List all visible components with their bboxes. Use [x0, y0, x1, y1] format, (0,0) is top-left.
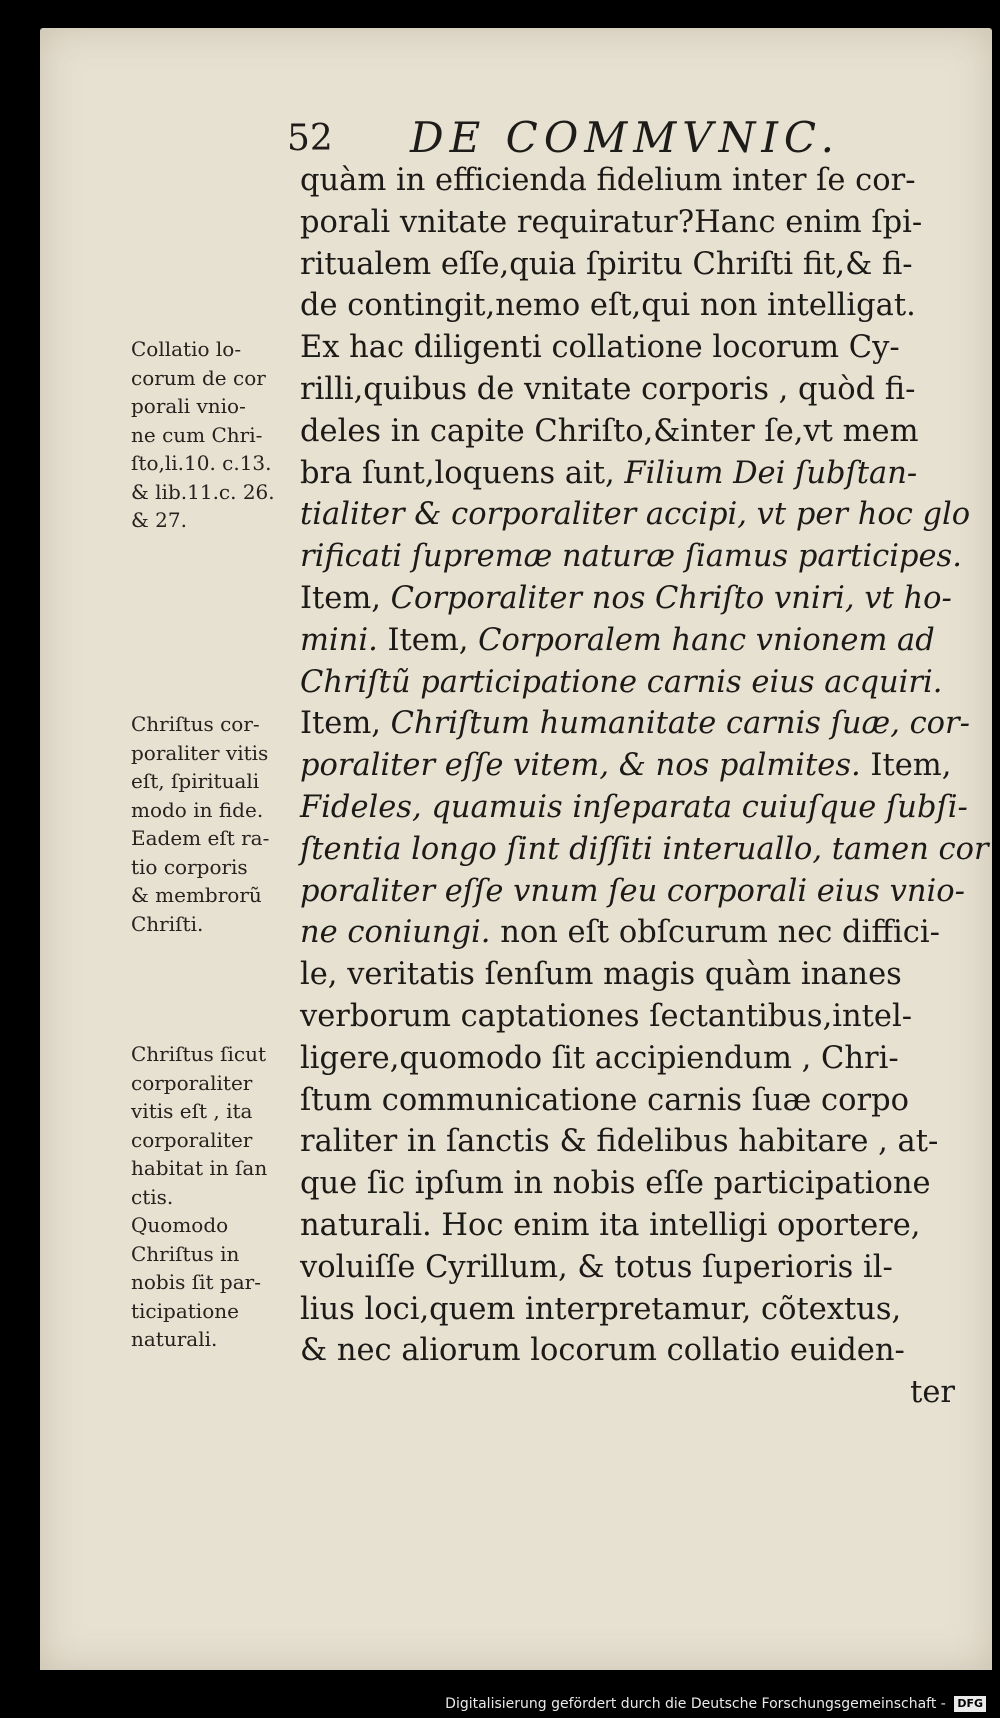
text-line	[300, 536, 962, 578]
text-run: ritualem eſſe,quia ſpiritu Chriſti fit,& fi-	[300, 246, 913, 282]
margin-note-line: Chriſtus cor-	[131, 712, 260, 736]
text-line	[300, 912, 955, 954]
text-line	[300, 285, 955, 327]
margin-note-line: Collatio lo-	[131, 337, 242, 361]
text-line	[300, 662, 955, 704]
text-run: voluiſſe Cyrillum, & totus ſuperioris il-	[300, 1249, 893, 1285]
margin-note-line: & lib.11.c. 26.	[131, 479, 275, 504]
text-line	[300, 745, 955, 787]
text-line	[300, 620, 955, 662]
main-text-block	[300, 160, 989, 1414]
text-line	[300, 1121, 955, 1163]
text-run: verborum captationes ſectantibus,intel-	[300, 998, 913, 1034]
text-run: Item,	[300, 706, 391, 742]
margin-note-line: & 27.	[131, 508, 187, 532]
margin-note-line: vitis eſt , ita	[131, 1099, 253, 1123]
margin-note-line: & membrorũ	[131, 883, 262, 907]
text-run: quàm in efficienda fidelium inter ſe cor-	[300, 163, 916, 198]
text-line	[300, 703, 970, 745]
margin-note-line: Chriſtus ſicut	[131, 1042, 266, 1066]
margin-note-christus-vitis	[131, 710, 296, 938]
margin-note-christus-habitat	[131, 1040, 296, 1354]
margin-note-line: corporaliter	[131, 1127, 253, 1152]
text-run: Item,	[377, 622, 479, 658]
text-line	[300, 871, 965, 913]
text-line	[300, 954, 955, 996]
text-line	[300, 1372, 955, 1414]
text-run: de contingit,nemo eſt,qui non intelligat.	[300, 288, 916, 324]
text-line	[300, 369, 955, 411]
margin-note-line: porali vnio-	[131, 394, 246, 418]
margin-note-line: Quomodo	[131, 1213, 229, 1237]
italic-quote: Filium Dei ſubſtan-	[624, 455, 918, 491]
text-run: Item,	[300, 580, 391, 616]
italic-quote: poraliter eſſe vitem, & nos palmites.	[300, 748, 861, 784]
margin-note-collatio	[131, 335, 296, 535]
text-line	[300, 1163, 955, 1205]
text-run: ſtum communicatione carnis ſuæ corpo	[300, 1082, 909, 1118]
footer-text: Digitalisierung gefördert durch die Deutsche Forschungsgemeinschaft -	[445, 1696, 946, 1712]
text-run: que ſic ipſum in nobis eſſe participatione	[300, 1166, 931, 1202]
text-run: non eſt obſcurum nec diffici-	[490, 915, 940, 951]
italic-quote: tialiter & corporaliter accipi, vt per hoc glo	[300, 497, 971, 533]
text-line	[300, 1247, 955, 1289]
margin-note-line: corporaliter	[131, 1070, 253, 1095]
margin-note-line: modo in fide.	[131, 797, 264, 822]
text-line	[300, 996, 955, 1038]
text-line	[300, 494, 971, 536]
margin-note-line: ctis.	[131, 1184, 174, 1209]
text-run: deles in capite Chriſto,&inter ſe,vt mem	[300, 413, 919, 449]
italic-quote: Fideles, quamuis inſeparata cuiuſque ſubſi-	[300, 789, 968, 825]
margin-note-line: ſto,li.10. c.13.	[131, 451, 272, 475]
text-line	[300, 829, 989, 871]
margin-note-line: Chriſti.	[131, 911, 204, 936]
text-line	[300, 1330, 955, 1372]
text-line	[300, 1205, 955, 1247]
margin-note-line: nobis ſit par-	[131, 1270, 261, 1294]
text-run: Item,	[860, 748, 952, 784]
text-line	[300, 244, 955, 286]
digitization-footer	[0, 1690, 986, 1718]
text-run: bra ſunt,loquens ait,	[300, 455, 625, 491]
text-run: rilli,quibus de vnitate corporis , quòd fi-	[300, 371, 916, 407]
text-run: naturali. Hoc enim ita intelligi oportere,	[300, 1207, 921, 1243]
italic-quote: poraliter eſſe vnum ſeu corporali eius vnio-	[300, 873, 965, 909]
margin-note-line: ne cum Chri-	[131, 422, 263, 447]
text-run: ligere,quomodo ſit accipiendum , Chri-	[300, 1040, 899, 1076]
text-line	[300, 453, 955, 495]
margin-note-line: Eadem eſt ra-	[131, 826, 270, 850]
text-run: raliter in ſanctis & fidelibus habitare , at-	[300, 1124, 939, 1160]
text-run: Ex hac diligenti collatione locorum Cy-	[300, 330, 900, 366]
text-line	[300, 327, 955, 369]
text-line	[300, 1289, 955, 1331]
margin-note-line: eſt, ſpirituali	[131, 769, 260, 793]
text-line	[300, 411, 955, 453]
margin-note-line: tio corporis	[131, 854, 248, 879]
italic-quote: ſtentia longo ſint diſſiti interuallo, tamen cor	[300, 831, 989, 867]
dfg-logo: DFG	[954, 1696, 986, 1712]
text-run: lius loci,quem interpretamur, cõtextus,	[300, 1291, 902, 1327]
margin-note-line: Chriſtus in	[131, 1241, 240, 1266]
margin-note-line: habitat in ſan	[131, 1156, 268, 1180]
text-run: ter	[910, 1375, 955, 1411]
italic-quote: ne coniungi.	[300, 915, 491, 951]
margin-note-line: poraliter vitis	[131, 740, 269, 765]
running-head: DE COMMVNIC.	[410, 113, 840, 162]
text-run: le, veritatis ſenſum magis quàm inanes	[300, 957, 902, 993]
text-line	[300, 787, 968, 829]
page-number: 52	[287, 118, 333, 159]
margin-note-line: naturali.	[131, 1327, 218, 1351]
text-line	[300, 202, 955, 244]
text-run: & nec aliorum locorum collatio euiden-	[300, 1333, 905, 1369]
italic-quote: mini.	[300, 622, 378, 658]
italic-quote: Chriſtũ participatione carnis eius acquiri.	[300, 664, 943, 700]
text-line	[300, 578, 955, 620]
text-line	[300, 1038, 955, 1080]
text-line	[300, 160, 955, 202]
italic-quote: Corporalem hanc vnionem ad	[478, 622, 935, 658]
italic-quote: Corporaliter nos Chriſto vniri, vt ho-	[390, 580, 952, 616]
italic-quote: rificati ſupremæ naturæ ſiamus participes.	[300, 539, 962, 575]
text-run: porali vnitate requiratur?Hanc enim ſpi-	[300, 204, 923, 240]
margin-note-line: ticipatione	[131, 1298, 239, 1323]
italic-quote: Chriſtum humanitate carnis ſuæ, cor-	[390, 706, 970, 742]
margin-note-line: corum de cor	[131, 365, 266, 390]
text-line	[300, 1080, 955, 1122]
